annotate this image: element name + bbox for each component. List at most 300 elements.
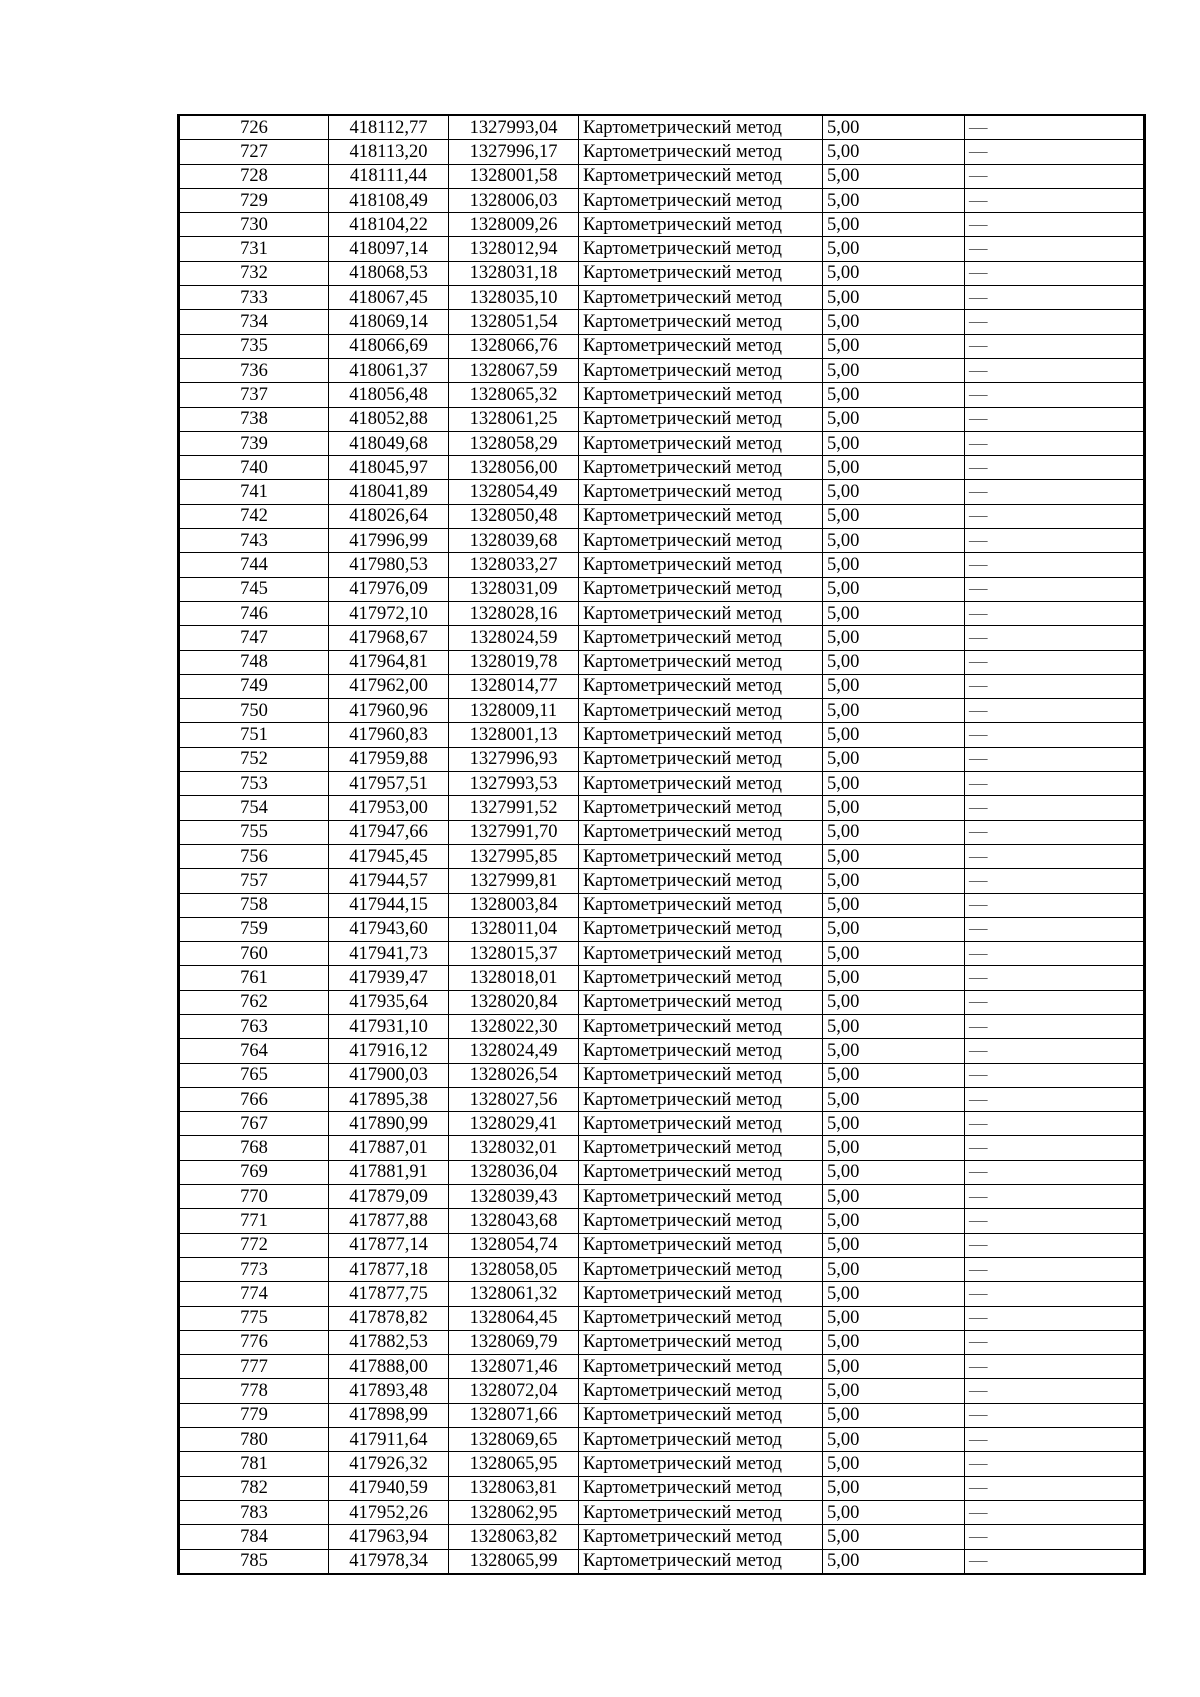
table-row: [179, 1549, 1145, 1574]
point-number-cell: 742: [179, 504, 329, 528]
description-cell: —: [965, 504, 1145, 528]
method-cell: Картометрический метод: [579, 626, 823, 650]
accuracy-cell: 5,00: [823, 1063, 965, 1087]
method-cell: Картометрический метод: [579, 796, 823, 820]
description-cell: —: [965, 990, 1145, 1014]
table-row: [179, 626, 1145, 650]
point-number-cell: 761: [179, 966, 329, 990]
x-coordinate-cell: 417935,64: [329, 990, 449, 1014]
description-cell: —: [965, 1136, 1145, 1160]
accuracy-cell: 5,00: [823, 504, 965, 528]
description-cell: —: [965, 553, 1145, 577]
x-coordinate-cell: 418097,14: [329, 237, 449, 261]
description-cell: —: [965, 674, 1145, 698]
accuracy-cell: 5,00: [823, 261, 965, 285]
point-number-cell: 772: [179, 1233, 329, 1257]
x-coordinate-cell: 417931,10: [329, 1014, 449, 1038]
accuracy-cell: 5,00: [823, 650, 965, 674]
description-cell: —: [965, 358, 1145, 382]
point-number-cell: 741: [179, 480, 329, 504]
description-cell: —: [965, 1282, 1145, 1306]
description-cell: —: [965, 1549, 1145, 1574]
y-coordinate-cell: 1328066,76: [449, 334, 579, 358]
method-cell: Картометрический метод: [579, 1525, 823, 1549]
y-coordinate-cell: 1328003,84: [449, 893, 579, 917]
x-coordinate-cell: 417878,82: [329, 1306, 449, 1330]
x-coordinate-cell: 417890,99: [329, 1112, 449, 1136]
method-cell: Картометрический метод: [579, 844, 823, 868]
description-cell: —: [965, 1112, 1145, 1136]
accuracy-cell: 5,00: [823, 529, 965, 553]
point-number-cell: 733: [179, 286, 329, 310]
point-number-cell: 762: [179, 990, 329, 1014]
method-cell: Картометрический метод: [579, 1087, 823, 1111]
x-coordinate-cell: 418068,53: [329, 261, 449, 285]
y-coordinate-cell: 1328064,45: [449, 1306, 579, 1330]
point-number-cell: 771: [179, 1209, 329, 1233]
y-coordinate-cell: 1328009,11: [449, 699, 579, 723]
description-cell: —: [965, 699, 1145, 723]
description-cell: —: [965, 1257, 1145, 1281]
method-cell: Картометрический метод: [579, 1209, 823, 1233]
x-coordinate-cell: 417980,53: [329, 553, 449, 577]
point-number-cell: 763: [179, 1014, 329, 1038]
accuracy-cell: 5,00: [823, 358, 965, 382]
y-coordinate-cell: 1328051,54: [449, 310, 579, 334]
method-cell: Картометрический метод: [579, 1355, 823, 1379]
table-row: [179, 699, 1145, 723]
y-coordinate-cell: 1328019,78: [449, 650, 579, 674]
x-coordinate-cell: 417895,38: [329, 1087, 449, 1111]
method-cell: Картометрический метод: [579, 966, 823, 990]
point-number-cell: 726: [179, 115, 329, 140]
description-cell: —: [965, 480, 1145, 504]
x-coordinate-cell: 418108,49: [329, 188, 449, 212]
description-cell: —: [965, 966, 1145, 990]
x-coordinate-cell: 417911,64: [329, 1428, 449, 1452]
table-row: [179, 1428, 1145, 1452]
point-number-cell: 751: [179, 723, 329, 747]
table-row: [179, 1233, 1145, 1257]
table-row: [179, 140, 1145, 164]
point-number-cell: 749: [179, 674, 329, 698]
accuracy-cell: 5,00: [823, 188, 965, 212]
accuracy-cell: 5,00: [823, 990, 965, 1014]
table-row: [179, 115, 1145, 140]
accuracy-cell: 5,00: [823, 747, 965, 771]
method-cell: Картометрический метод: [579, 1379, 823, 1403]
table-row: [179, 601, 1145, 625]
y-coordinate-cell: 1328015,37: [449, 942, 579, 966]
accuracy-cell: 5,00: [823, 1525, 965, 1549]
x-coordinate-cell: 417945,45: [329, 844, 449, 868]
table-body: [179, 115, 1145, 1574]
x-coordinate-cell: 418113,20: [329, 140, 449, 164]
point-number-cell: 760: [179, 942, 329, 966]
y-coordinate-cell: 1327996,93: [449, 747, 579, 771]
description-cell: —: [965, 334, 1145, 358]
accuracy-cell: 5,00: [823, 674, 965, 698]
y-coordinate-cell: 1328018,01: [449, 966, 579, 990]
description-cell: —: [965, 140, 1145, 164]
method-cell: Картометрический метод: [579, 942, 823, 966]
method-cell: Картометрический метод: [579, 553, 823, 577]
accuracy-cell: 5,00: [823, 772, 965, 796]
table-row: [179, 383, 1145, 407]
accuracy-cell: 5,00: [823, 1185, 965, 1209]
accuracy-cell: 5,00: [823, 553, 965, 577]
point-number-cell: 737: [179, 383, 329, 407]
description-cell: —: [965, 456, 1145, 480]
description-cell: —: [965, 1185, 1145, 1209]
x-coordinate-cell: 417893,48: [329, 1379, 449, 1403]
point-number-cell: 785: [179, 1549, 329, 1574]
table-row: [179, 286, 1145, 310]
table-row: [179, 334, 1145, 358]
point-number-cell: 759: [179, 917, 329, 941]
method-cell: Картометрический метод: [579, 1476, 823, 1500]
y-coordinate-cell: 1327991,70: [449, 820, 579, 844]
accuracy-cell: 5,00: [823, 480, 965, 504]
accuracy-cell: 5,00: [823, 456, 965, 480]
table-row: [179, 1063, 1145, 1087]
description-cell: —: [965, 431, 1145, 455]
description-cell: —: [965, 1233, 1145, 1257]
method-cell: Картометрический метод: [579, 431, 823, 455]
description-cell: —: [965, 1525, 1145, 1549]
accuracy-cell: 5,00: [823, 164, 965, 188]
method-cell: Картометрический метод: [579, 1233, 823, 1257]
point-number-cell: 728: [179, 164, 329, 188]
y-coordinate-cell: 1328039,43: [449, 1185, 579, 1209]
description-cell: —: [965, 383, 1145, 407]
x-coordinate-cell: 417900,03: [329, 1063, 449, 1087]
description-cell: —: [965, 1306, 1145, 1330]
x-coordinate-cell: 417877,75: [329, 1282, 449, 1306]
point-number-cell: 746: [179, 601, 329, 625]
point-number-cell: 750: [179, 699, 329, 723]
table-row: [179, 1039, 1145, 1063]
x-coordinate-cell: 418026,64: [329, 504, 449, 528]
y-coordinate-cell: 1327993,53: [449, 772, 579, 796]
point-number-cell: 752: [179, 747, 329, 771]
y-coordinate-cell: 1328012,94: [449, 237, 579, 261]
description-cell: —: [965, 772, 1145, 796]
x-coordinate-cell: 417940,59: [329, 1476, 449, 1500]
x-coordinate-cell: 417916,12: [329, 1039, 449, 1063]
y-coordinate-cell: 1328020,84: [449, 990, 579, 1014]
accuracy-cell: 5,00: [823, 1403, 965, 1427]
accuracy-cell: 5,00: [823, 844, 965, 868]
description-cell: —: [965, 1209, 1145, 1233]
description-cell: —: [965, 626, 1145, 650]
point-number-cell: 777: [179, 1355, 329, 1379]
description-cell: —: [965, 601, 1145, 625]
method-cell: Картометрический метод: [579, 869, 823, 893]
method-cell: Картометрический метод: [579, 456, 823, 480]
method-cell: Картометрический метод: [579, 1500, 823, 1524]
accuracy-cell: 5,00: [823, 1014, 965, 1038]
x-coordinate-cell: 417877,14: [329, 1233, 449, 1257]
y-coordinate-cell: 1328065,95: [449, 1452, 579, 1476]
accuracy-cell: 5,00: [823, 1257, 965, 1281]
point-number-cell: 782: [179, 1476, 329, 1500]
x-coordinate-cell: 417944,15: [329, 893, 449, 917]
table-row: [179, 1282, 1145, 1306]
y-coordinate-cell: 1328024,59: [449, 626, 579, 650]
point-number-cell: 773: [179, 1257, 329, 1281]
point-number-cell: 768: [179, 1136, 329, 1160]
description-cell: —: [965, 115, 1145, 140]
accuracy-cell: 5,00: [823, 1233, 965, 1257]
y-coordinate-cell: 1328039,68: [449, 529, 579, 553]
method-cell: Картометрический метод: [579, 1014, 823, 1038]
description-cell: —: [965, 869, 1145, 893]
x-coordinate-cell: 417963,94: [329, 1525, 449, 1549]
x-coordinate-cell: 418052,88: [329, 407, 449, 431]
table-row: [179, 1452, 1145, 1476]
y-coordinate-cell: 1328072,04: [449, 1379, 579, 1403]
y-coordinate-cell: 1328067,59: [449, 358, 579, 382]
y-coordinate-cell: 1328058,05: [449, 1257, 579, 1281]
accuracy-cell: 5,00: [823, 1282, 965, 1306]
method-cell: Картометрический метод: [579, 1282, 823, 1306]
x-coordinate-cell: 417996,99: [329, 529, 449, 553]
method-cell: Картометрический метод: [579, 1185, 823, 1209]
point-number-cell: 776: [179, 1330, 329, 1354]
y-coordinate-cell: 1328054,74: [449, 1233, 579, 1257]
description-cell: —: [965, 164, 1145, 188]
x-coordinate-cell: 418049,68: [329, 431, 449, 455]
description-cell: —: [965, 820, 1145, 844]
y-coordinate-cell: 1328065,99: [449, 1549, 579, 1574]
point-number-cell: 735: [179, 334, 329, 358]
table-row: [179, 990, 1145, 1014]
x-coordinate-cell: 418041,89: [329, 480, 449, 504]
description-cell: —: [965, 1087, 1145, 1111]
accuracy-cell: 5,00: [823, 1500, 965, 1524]
table-row: [179, 577, 1145, 601]
y-coordinate-cell: 1328009,26: [449, 213, 579, 237]
point-number-cell: 781: [179, 1452, 329, 1476]
y-coordinate-cell: 1328043,68: [449, 1209, 579, 1233]
description-cell: —: [965, 747, 1145, 771]
y-coordinate-cell: 1328063,82: [449, 1525, 579, 1549]
table-row: [179, 796, 1145, 820]
table-row: [179, 966, 1145, 990]
y-coordinate-cell: 1328014,77: [449, 674, 579, 698]
point-number-cell: 765: [179, 1063, 329, 1087]
x-coordinate-cell: 417944,57: [329, 869, 449, 893]
accuracy-cell: 5,00: [823, 140, 965, 164]
method-cell: Картометрический метод: [579, 358, 823, 382]
point-number-cell: 748: [179, 650, 329, 674]
point-number-cell: 783: [179, 1500, 329, 1524]
description-cell: —: [965, 1063, 1145, 1087]
method-cell: Картометрический метод: [579, 188, 823, 212]
point-number-cell: 784: [179, 1525, 329, 1549]
description-cell: —: [965, 213, 1145, 237]
description-cell: —: [965, 650, 1145, 674]
x-coordinate-cell: 417879,09: [329, 1185, 449, 1209]
accuracy-cell: 5,00: [823, 1330, 965, 1354]
accuracy-cell: 5,00: [823, 237, 965, 261]
x-coordinate-cell: 417881,91: [329, 1160, 449, 1184]
method-cell: Картометрический метод: [579, 504, 823, 528]
table-row: [179, 1087, 1145, 1111]
x-coordinate-cell: 417898,99: [329, 1403, 449, 1427]
accuracy-cell: 5,00: [823, 1476, 965, 1500]
method-cell: Картометрический метод: [579, 286, 823, 310]
point-number-cell: 744: [179, 553, 329, 577]
method-cell: Картометрический метод: [579, 1039, 823, 1063]
table-row: [179, 1306, 1145, 1330]
description-cell: —: [965, 1014, 1145, 1038]
method-cell: Картометрический метод: [579, 990, 823, 1014]
x-coordinate-cell: 418112,77: [329, 115, 449, 140]
description-cell: —: [965, 188, 1145, 212]
description-cell: —: [965, 917, 1145, 941]
method-cell: Картометрический метод: [579, 261, 823, 285]
method-cell: Картометрический метод: [579, 577, 823, 601]
method-cell: Картометрический метод: [579, 1257, 823, 1281]
x-coordinate-cell: 418061,37: [329, 358, 449, 382]
x-coordinate-cell: 418056,48: [329, 383, 449, 407]
y-coordinate-cell: 1328069,65: [449, 1428, 579, 1452]
accuracy-cell: 5,00: [823, 1452, 965, 1476]
accuracy-cell: 5,00: [823, 577, 965, 601]
x-coordinate-cell: 417882,53: [329, 1330, 449, 1354]
x-coordinate-cell: 417887,01: [329, 1136, 449, 1160]
method-cell: Картометрический метод: [579, 383, 823, 407]
table-row: [179, 188, 1145, 212]
table-row: [179, 1476, 1145, 1500]
x-coordinate-cell: 417957,51: [329, 772, 449, 796]
y-coordinate-cell: 1328022,30: [449, 1014, 579, 1038]
method-cell: Картометрический метод: [579, 772, 823, 796]
point-number-cell: 769: [179, 1160, 329, 1184]
x-coordinate-cell: 417947,66: [329, 820, 449, 844]
y-coordinate-cell: 1328036,04: [449, 1160, 579, 1184]
description-cell: —: [965, 942, 1145, 966]
point-number-cell: 770: [179, 1185, 329, 1209]
accuracy-cell: 5,00: [823, 723, 965, 747]
description-cell: —: [965, 1476, 1145, 1500]
description-cell: —: [965, 310, 1145, 334]
y-coordinate-cell: 1328035,10: [449, 286, 579, 310]
method-cell: Картометрический метод: [579, 699, 823, 723]
table-row: [179, 1112, 1145, 1136]
table-row: [179, 431, 1145, 455]
table-row: [179, 747, 1145, 771]
x-coordinate-cell: 417968,67: [329, 626, 449, 650]
accuracy-cell: 5,00: [823, 917, 965, 941]
x-coordinate-cell: 417976,09: [329, 577, 449, 601]
point-number-cell: 739: [179, 431, 329, 455]
x-coordinate-cell: 417888,00: [329, 1355, 449, 1379]
table-row: [179, 1136, 1145, 1160]
method-cell: Картометрический метод: [579, 601, 823, 625]
description-cell: —: [965, 1500, 1145, 1524]
point-number-cell: 732: [179, 261, 329, 285]
x-coordinate-cell: 417926,32: [329, 1452, 449, 1476]
point-number-cell: 743: [179, 529, 329, 553]
table-row: [179, 772, 1145, 796]
x-coordinate-cell: 417941,73: [329, 942, 449, 966]
y-coordinate-cell: 1328033,27: [449, 553, 579, 577]
method-cell: Картометрический метод: [579, 917, 823, 941]
x-coordinate-cell: 417959,88: [329, 747, 449, 771]
table-row: [179, 1355, 1145, 1379]
table-row: [179, 723, 1145, 747]
method-cell: Картометрический метод: [579, 1136, 823, 1160]
accuracy-cell: 5,00: [823, 1112, 965, 1136]
accuracy-cell: 5,00: [823, 1355, 965, 1379]
table-row: [179, 917, 1145, 941]
method-cell: Картометрический метод: [579, 1452, 823, 1476]
point-number-cell: 780: [179, 1428, 329, 1452]
point-number-cell: 758: [179, 893, 329, 917]
accuracy-cell: 5,00: [823, 383, 965, 407]
y-coordinate-cell: 1328032,01: [449, 1136, 579, 1160]
method-cell: Картометрический метод: [579, 893, 823, 917]
table-row: [179, 1525, 1145, 1549]
x-coordinate-cell: 417877,88: [329, 1209, 449, 1233]
point-number-cell: 757: [179, 869, 329, 893]
description-cell: —: [965, 844, 1145, 868]
description-cell: —: [965, 1160, 1145, 1184]
description-cell: —: [965, 286, 1145, 310]
method-cell: Картометрический метод: [579, 407, 823, 431]
x-coordinate-cell: 418066,69: [329, 334, 449, 358]
accuracy-cell: 5,00: [823, 286, 965, 310]
method-cell: Картометрический метод: [579, 1330, 823, 1354]
method-cell: Картометрический метод: [579, 674, 823, 698]
point-number-cell: 736: [179, 358, 329, 382]
accuracy-cell: 5,00: [823, 334, 965, 358]
y-coordinate-cell: 1328029,41: [449, 1112, 579, 1136]
method-cell: Картометрический метод: [579, 820, 823, 844]
description-cell: —: [965, 796, 1145, 820]
y-coordinate-cell: 1328069,79: [449, 1330, 579, 1354]
accuracy-cell: 5,00: [823, 601, 965, 625]
table-row: [179, 1330, 1145, 1354]
x-coordinate-cell: 417960,96: [329, 699, 449, 723]
x-coordinate-cell: 417953,00: [329, 796, 449, 820]
table-row: [179, 407, 1145, 431]
accuracy-cell: 5,00: [823, 310, 965, 334]
description-cell: —: [965, 407, 1145, 431]
method-cell: Картометрический метод: [579, 237, 823, 261]
table-row: [179, 553, 1145, 577]
y-coordinate-cell: 1328028,16: [449, 601, 579, 625]
accuracy-cell: 5,00: [823, 1087, 965, 1111]
description-cell: —: [965, 237, 1145, 261]
table-row: [179, 820, 1145, 844]
x-coordinate-cell: 417943,60: [329, 917, 449, 941]
method-cell: Картометрический метод: [579, 1428, 823, 1452]
method-cell: Картометрический метод: [579, 723, 823, 747]
method-cell: Картометрический метод: [579, 334, 823, 358]
point-number-cell: 730: [179, 213, 329, 237]
x-coordinate-cell: 417952,26: [329, 1500, 449, 1524]
method-cell: Картометрический метод: [579, 1160, 823, 1184]
y-coordinate-cell: 1328027,56: [449, 1087, 579, 1111]
y-coordinate-cell: 1328006,03: [449, 188, 579, 212]
method-cell: Картометрический метод: [579, 480, 823, 504]
method-cell: Картометрический метод: [579, 650, 823, 674]
accuracy-cell: 5,00: [823, 893, 965, 917]
